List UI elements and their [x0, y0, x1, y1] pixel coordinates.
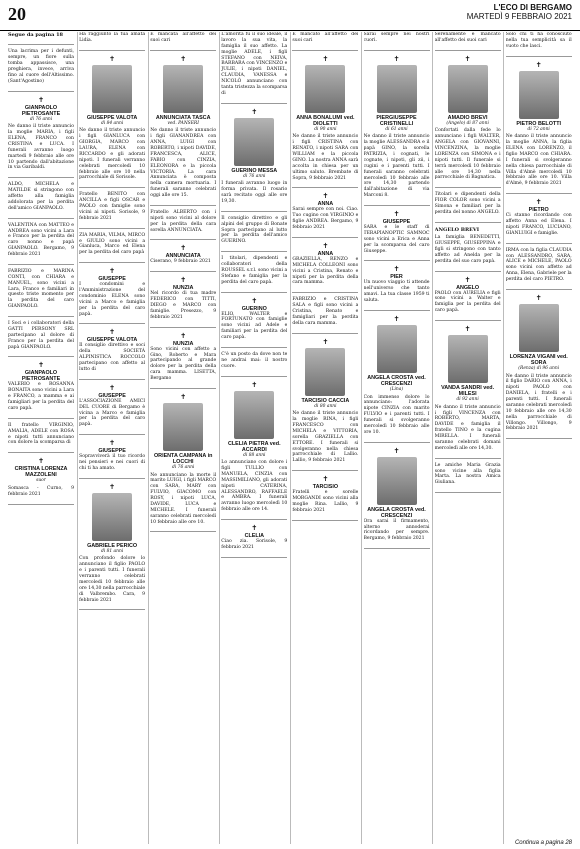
- cross-icon: ✝: [180, 54, 187, 63]
- notice-text: Ha raggiunto la tua amata Lidia.: [79, 32, 146, 43]
- notice-text: È mancato all'affetto dei suoi cari: [292, 32, 359, 43]
- deceased-subtitle: (Lina): [389, 386, 404, 392]
- notice-text: Ne danno il triste annuncio la moglie ANNA, la figlia ELENA con LORENZO, il figlio MARCO con CHIARA. I funerali si svolgeranno nella chiesa parrocchiale di Villa d'Almè mercoledì 10 febbraio alle ore 10. Villa d'Almè, 9 febbraio 2021: [505, 134, 572, 187]
- notice-text: Ne danno il triste annuncio la moglie RINA, i figli FRANCESCO con MICHELA e VITTORIA, sorella GRAZIELLA con ETTORE. I funerali si svolgeranno nella chiesa parrocchiale di Lallio. Lallio, 9 febbraio 2021: [292, 411, 359, 464]
- portrait-photo: [305, 65, 345, 113]
- column-divider: [432, 32, 433, 844]
- notice-text: Il consiglio direttivo e soci della SOCIETÀ ALPINISTICA ROCCOLO partecipano con affetto al lutto di: [79, 343, 146, 372]
- deceased-subtitle: di 80 anni: [314, 403, 337, 409]
- obituary-notice: [435, 276, 501, 322]
- cross-icon: ✝: [180, 331, 187, 340]
- notice-text: Ci stanno ricordando con affetto Anna ed Elena. I nipoti FRANCO, LUCIANO, GIANLUIGI e famiglie.: [505, 213, 572, 236]
- portrait-photo: [234, 118, 274, 166]
- notice-text: Ne annunciano la morte il marito LUIGI, i figli MARCO con SARA, MARY con FULVIO, GIACOMO con ROSY, i nipoti LUCA, DAVIDE, LUCA e MICHELE. I funerali saranno celebrati mercoledì 10 febbraio alle ore 10.: [150, 472, 217, 525]
- deceased-name: GIUSEPPE: [98, 448, 126, 455]
- notice-text: C'è un posto da dove non te ne andrai mai: il nostro cuore.: [221, 351, 288, 369]
- deceased-name: CLELIA: [244, 533, 265, 539]
- portrait-photo: [163, 403, 203, 451]
- notice-text: IRMA con la figlia CLAUDIA con ALESSANDRO, SARA, ALICE e MICHELE, PAOLO sono vicini con affetto ad Anna, Elena, Gabriele per la perdita del caro PIETRO.: [505, 247, 572, 282]
- deceased-subtitle: di 92 anni: [456, 397, 479, 403]
- obituary-notice: [364, 210, 430, 261]
- newspaper-masthead: [467, 4, 572, 22]
- obituary-column: [221, 32, 287, 844]
- deceased-name: ANNUNCIATA TASCA: [155, 114, 211, 121]
- notice-text: Ciserano, 9 febbraio 2021: [150, 259, 211, 265]
- deceased-subtitle: di 72 anni: [527, 126, 550, 132]
- obituary-notice: [79, 32, 145, 51]
- cross-icon: ✝: [109, 328, 116, 337]
- deceased-name: ANNA: [317, 250, 334, 257]
- obituary-notice: [435, 325, 501, 459]
- obituary-notice: [221, 297, 287, 348]
- column-divider: [503, 32, 504, 844]
- cross-icon: ✝: [38, 457, 44, 466]
- deceased-subtitle: di 84 anni: [100, 120, 124, 126]
- cross-icon: ✝: [535, 293, 542, 302]
- obituary-notice: [150, 276, 216, 327]
- notice-text: FABRIZIO e CRISTINA SALA e figli sono vicini a Cristina, Renato e famigliari per la perdita della cara mamma.: [292, 297, 359, 326]
- deceased-subtitle: di 88 anni: [243, 452, 266, 458]
- cross-icon: ✝: [109, 439, 116, 448]
- cross-icon: ✝: [251, 107, 258, 116]
- deceased-name: PIETRO BELOTTI: [516, 120, 561, 127]
- obituary-notice: [221, 108, 287, 212]
- notice-text: GRAZIELLA, RENZO e MICHELA COLLEONI sono vicini a Cristina, Renato e nipoti per la perdita della cara mamma.: [292, 256, 359, 286]
- notice-text: ALDO, MICHELA e MATILDE si stringono con affetto alla famiglia addolorata per la perdita dell'amico GIANPAOLO.: [8, 182, 74, 211]
- obituary-column: [150, 32, 216, 844]
- column-divider: [361, 32, 362, 844]
- obituary-notice: [292, 55, 358, 189]
- deceased-subtitle: di 76 anni: [29, 116, 53, 122]
- issue-date: MARTEDÌ 9 FEBBRAIO 2021: [466, 11, 572, 21]
- obituary-notice: [79, 328, 145, 379]
- portrait-photo: [377, 325, 417, 373]
- notice-text: Ne danno il triste annuncio la moglie ALESSANDRA e il papà GINO, la sorella PATRIZIA, i cognati, le cognate, i nipoti, gli zii, i cugini e i parenti tutti. I funerali saranno celebrati mercoledì 10 febbraio alle ore 14,30 partendo dall'abitazione di via Marconi 8.: [363, 134, 430, 199]
- obituary-notice: [8, 423, 74, 454]
- portrait-photo: [92, 65, 132, 113]
- notice-text: Con immenso dolore lo annunciano: l'adorata nipote CINZIA con marito FULVIO e i parenti tutti. I funerali si svolgeranno mercoledì 10 febbraio alle ore 10.: [363, 394, 430, 435]
- notice-text: VALERIO e ROSANNA BONAITA sono vicini a Lara e FRANCO, a mamma e ai famigliari per la perdita del caro papà.: [8, 382, 74, 411]
- portrait-photo: [92, 493, 132, 541]
- obituary-notice: [150, 210, 216, 241]
- notice-text: Il consiglio direttivo e gli alpini del gruppo di Bonate Sopra partecipano al lutto per la perdita dell'amico GUERINO.: [221, 215, 288, 245]
- notice-text: ELIO, WALTER e FORTUNATO con famiglie sono vicini ad Adele e familiari per la perdita del caro papà.: [221, 311, 288, 340]
- obituary-notice: [221, 216, 287, 252]
- obituary-notice: [8, 457, 74, 504]
- cross-icon: ✝: [393, 54, 400, 63]
- deceased-subtitle: suor: [36, 478, 46, 484]
- cross-icon: ✝: [322, 337, 329, 346]
- deceased-name: TARCISIO: [312, 484, 339, 491]
- deceased-name: GIUSEPPE: [382, 219, 411, 225]
- notice-text: Ne danno il triste annuncio il figlio DARIO con ANNA, i nipoti PAOLO con DANIELA, i fratelli e i parenti tutti. I funerali saranno celebrati mercoledì 10 febbraio alle ore 14,30 nella parrocchiale di Villongo. Villongo, 9 febbraio 2021: [505, 373, 572, 432]
- continue-note: Continua a pagina 28: [514, 840, 572, 846]
- deceased-name: GUERINO MESSA: [231, 167, 278, 174]
- obituary-notice: [221, 381, 287, 521]
- notice-text: PAOLO con AURELIA e figli sono vicini a Walter e famiglia per la perdita del caro papà.: [434, 290, 501, 314]
- cross-icon: ✝: [393, 210, 400, 218]
- cross-icon: ✝: [322, 192, 329, 201]
- obituary-notice: [79, 55, 145, 189]
- cross-icon: ✝: [180, 276, 187, 285]
- notice-text: Ne danno il triste annuncio la moglie MARIA, i figli ELENA, FRANCO con CRISTINA e LUCA. I funerali avranno luogo martedì 9 febbraio alle ore 10 partendo dall'abitazione in via Garibaldi.: [8, 124, 74, 171]
- notice-text: Ciao zia. Sorisole, 9 febbraio 2021: [221, 539, 288, 550]
- obituary-notice: [506, 248, 572, 290]
- column-divider: [290, 32, 291, 844]
- cross-icon: ✝: [180, 244, 187, 253]
- obituary-notice: [292, 338, 358, 472]
- cross-icon: ✝: [251, 296, 258, 305]
- obituary-notice: [79, 192, 145, 228]
- cross-icon: ✝: [464, 54, 471, 63]
- deceased-subtitle: di 61 anni: [385, 126, 408, 132]
- deceased-subtitle: di 76 anni: [243, 173, 266, 179]
- obituary-notice: [150, 393, 216, 533]
- obituary-notice: [8, 182, 74, 218]
- obituary-notice: [435, 227, 501, 272]
- notice-text: Fratelli e sorelle MORGANDI sono vicini alla moglie Rina. Lallio, 9 febbraio 2021: [292, 490, 359, 513]
- notice-text: Somasca - Curno, 9 febbraio 2021: [8, 485, 74, 497]
- notice-text: SARA e le staff di TERAPIANOPTIC SAMNOC sono vicini a Erica e Anna per la scomparsa del caro Giuseppe.: [363, 225, 430, 254]
- deceased-name: TARCISIO CACCIA: [301, 397, 350, 404]
- deceased-name: GIUSEPPE VALOTA: [86, 337, 138, 344]
- notice-text: Serenamente è mancato all'affetto dei suoi cari: [434, 32, 501, 43]
- portrait-photo: [305, 348, 345, 396]
- cross-icon: ✝: [322, 475, 329, 484]
- obituary-notice: [292, 32, 358, 51]
- obituary-notice: [150, 55, 216, 206]
- obituary-notice: [364, 447, 430, 550]
- notice-text: Sarai sempre nei nostri cuori.: [363, 32, 430, 43]
- obituary-notice: [506, 198, 572, 244]
- deceased-subtitle: di 81 anni: [100, 548, 124, 554]
- obituary-notice: [221, 352, 287, 377]
- deceased-name: NUNZIA: [173, 285, 194, 292]
- deceased-name: PIERGIUSEPPE CRISTINELLI: [376, 114, 417, 127]
- deceased-name: GIANPAOLO PIETROSANTE: [21, 104, 61, 117]
- deceased-name: CRISTINA LORENZA MAZZOLENI: [14, 466, 68, 479]
- notice-text: Titolari e dipendenti della FIOR COLOR sono vicini a Simona e familiari per la perdita del nonno ANGELO.: [434, 192, 501, 215]
- obituary-notice: [8, 321, 74, 357]
- cross-icon: ✝: [251, 524, 258, 532]
- deceased-name: ANNA BONALUMI ved. DIOLETTI: [296, 114, 355, 127]
- notice-text: Sopravviverà il tuo ricordo nei pensieri e nei cuori di chi ti ha amato.: [79, 454, 146, 471]
- obituary-notice: [221, 524, 287, 558]
- deceased-name: NUNZIA: [173, 340, 194, 347]
- cross-icon: ✝: [109, 482, 116, 491]
- cross-icon: ✝: [464, 275, 471, 284]
- notice-text: Ne danno il triste annuncio i figli CRISTINA con RENATO, i nipoti SARA con WILLIAM e la piccola GINO. La nostra ANNA sarà accolta in chiesa per un ultimo saluto. Brembate di Sopra, 9 febbraio 2021: [292, 134, 359, 181]
- notice-text: Ne danno il triste annuncio i figli VINCENZA con ROBERTO, MARTA, DAVIDE e famiglia il fratello TINO e la cugina MIRELLA. I funerali saranno celebrati domani mercoledì alle ore 14,30.: [434, 404, 501, 451]
- deceased-name: GUERINO: [241, 305, 267, 312]
- notice-text: È mancata all'affetto dei suoi cari: [150, 32, 217, 43]
- portrait-photo: [519, 71, 559, 119]
- cross-icon: ✝: [322, 54, 329, 63]
- portrait-photo: [448, 335, 488, 383]
- deceased-name: ANGELA CROSTA ved. CRESCENZI: [367, 374, 426, 387]
- obituary-notice: [292, 192, 358, 238]
- portrait-photo: [163, 65, 203, 113]
- obituary-notice: [292, 297, 358, 333]
- notice-text: I funerali avranno luogo in forma privata. Il rosario sarà recitato oggi alle ore 19,30.: [221, 181, 288, 204]
- cross-icon: ✝: [38, 361, 44, 370]
- portrait-photo: [377, 65, 417, 113]
- obituary-column: [292, 32, 358, 844]
- page-number: 20: [8, 4, 26, 24]
- notice-text: Ora sarai il firmamento, alterno annoderai ricordando per sempre. Bergamo, 9 febbraio 2021: [363, 518, 430, 542]
- deceased-name: CLELIA PIETRA ved. ACCARDI: [227, 440, 281, 453]
- column-divider: [148, 32, 149, 844]
- deceased-name: ANNUNCIATA: [165, 253, 201, 260]
- obituary-column: [8, 32, 74, 844]
- cross-icon: ✝: [393, 314, 400, 323]
- notice-text: Lo annunciano con dolore i figli TULLIO con MANUELA, CINZIA con MASSIMILIANO, gli adorati nipoti CATERINA, ALESSANDRO, RAFFAELE e AMBRA. I funerali avranno luogo mercoledì 10 febbraio alle ore 14.: [221, 460, 288, 513]
- deceased-name: VANDA SANDRI ved. MILESI: [441, 385, 495, 398]
- obituary-notice: [435, 55, 501, 189]
- notice-text: Un nuovo viaggio ti attende nell'universo che tanto amavi. La tua classe 1959 ti saluta.: [363, 280, 430, 303]
- deceased-name: AMADIO BREVI: [447, 114, 488, 121]
- notice-text: Le amiche Maria Grazia sono vicine alla figlia Marta. La nostra Amica Giuliana.: [434, 462, 501, 486]
- cross-icon: ✝: [393, 265, 400, 274]
- notice-text: La famiglia BENEDETTI, GIUSEPPE, GIUSEPPINA e figli si stringono con tanto affetto ad Anelda per la perdita del suo caro papà.: [434, 235, 501, 264]
- deceased-subtitle: di 76 anni: [172, 464, 195, 470]
- notice-text: I titolari, dipendenti e collaboratori della ROUSSEL s.r.l. sono vicini a Stefano e famiglia per la perdita del caro papà.: [221, 256, 288, 285]
- cross-icon: ✝: [251, 380, 258, 389]
- column-divider: [77, 32, 78, 844]
- notice-text: Ne danno il triste annuncio i figli GIANANDREA con ANNA, LUIGI con ROBERTO, i nipoti DAVIDE, FRANCESCA, ALICE, FABIO con CINZIA, ELEONORA e la piccola VICTORIA. La cara Annunciata è composta nella camera mortuaria. I funerali saranno celebrati oggi alle ore 15.: [150, 128, 217, 198]
- obituary-notice: [364, 265, 430, 311]
- cross-icon: ✝: [393, 446, 400, 455]
- deceased-subtitle: di 90 anni: [314, 126, 337, 132]
- obituary-notice: [221, 256, 287, 292]
- obituary-column: [79, 32, 145, 844]
- obituary-notice: [364, 55, 430, 206]
- cross-icon: ✝: [535, 60, 542, 69]
- obituary-notice: [435, 463, 501, 494]
- obituary-column: [506, 32, 572, 844]
- notice-text: Fratello BENITO con ANCILLA e figli OSCAR e PAOLO con famiglie sono vicini ai nipoti. Sorisole, 9 febbraio 2021: [79, 192, 146, 221]
- obituary-notice: [8, 223, 74, 265]
- deceased-name: ORIENTA CAMPANA in LOCCHI: [153, 452, 213, 465]
- deceased-name: LORENZA VIGANI ved. SORA: [509, 353, 568, 366]
- cross-icon: ✝: [109, 54, 116, 63]
- obituary-notice: [79, 483, 145, 611]
- notice-text: Una lacrima per i defunti, sempre, un fiore sulla tomba appassisce, una preghiera, invece, arriva fino al cuore dell'Altissimo. (Sant'Agostino): [8, 49, 74, 84]
- deceased-name: ANNA: [317, 201, 334, 208]
- notice-text: Confortati dalla fede lo annunciano i figli WALTER, ANGELA con GIOVANNI, VINCENZINA, la moglie LORENZA con SIMONA e i nipoti tutti. Il funerale si terrà mercoledì 10 febbraio alle ore 14,30 nella parrocchiale di Bagnatica.: [434, 128, 501, 181]
- obituary-notice: [221, 32, 287, 104]
- notice-text: ZIA MARIA, VILMA, MIRCO e GIULIO sono vicini a Gianluca, Marco ed Elena per la perdita del caro papà: [79, 232, 146, 256]
- deceased-subtitle: ved. PANSERI: [167, 120, 199, 126]
- obituary-notice: [364, 32, 430, 51]
- obituary-columns: [8, 32, 572, 844]
- notice-text: I Soci e i collaboratori della GATTI PERSONY SRL partecipano al dolore di Franco per la perdita del papà GIANPAOLO.: [8, 321, 74, 350]
- obituary-notice: [435, 32, 501, 51]
- cross-icon: ✝: [180, 392, 187, 401]
- obituary-notice: [506, 61, 572, 195]
- deceased-name: PIETRO: [528, 207, 549, 214]
- deceased-subtitle: (Angelo) di 87 anni: [446, 120, 489, 126]
- notice-text: VALENTINA con MATTEO e ANDREA sono vicini a Lara e Franco per la perdita del caro nonno e papà GIANPAOLO. Bergamo, 9 febbraio 2021: [8, 222, 74, 258]
- obituary-column: [364, 32, 430, 844]
- obituary-notice: [506, 294, 572, 439]
- notice-text: Il fratello VIRGINIO, AMALIA, ADELE con ROSA e nipoti tutti annunciano con dolore la scomparsa di: [8, 422, 74, 446]
- obituary-notice: [364, 315, 430, 443]
- obituary-notice: [8, 269, 74, 317]
- obituary-notice: [150, 32, 216, 51]
- obituary-notice: [150, 332, 216, 389]
- portrait-photo: [377, 457, 417, 505]
- notice-text: Nel ricordo di tua madre FEDERICO con TITTI, DIEGO e MARCO con famiglie. Presezzo, 9 febbraio 2021: [150, 291, 217, 320]
- obituary-notice: [435, 192, 501, 223]
- deceased-name: GIUSEPPE: [98, 392, 126, 399]
- cross-icon: ✝: [38, 95, 44, 104]
- deceased-name: GIUSEPPE: [98, 276, 126, 283]
- obituary-notice: [8, 96, 74, 179]
- cross-icon: ✝: [322, 241, 329, 250]
- column-divider: [219, 32, 220, 844]
- newspaper-name: L'ECO DI BERGAMO: [493, 3, 572, 12]
- portrait-photo: [519, 304, 559, 352]
- deceased-name: ANGELA CROSTA ved. CRESCENZI: [367, 506, 426, 519]
- obituary-notice: [292, 475, 358, 521]
- notice-text: I condomini e l'Amministrazione del condominio ELENA sono vicini a Marco e famiglia per la perdita del caro papà.: [79, 282, 146, 317]
- portrait-photo: [448, 65, 488, 113]
- obituary-column: [435, 32, 501, 844]
- obituary-notice: [150, 244, 216, 272]
- cross-icon: ✝: [464, 325, 471, 334]
- notice-text: L'amorità fu il suo ideale, il lavoro la sua vita, la famiglia il suo affetto. La moglie ADELE, i figli STEFANO con NEIVA, BARBARA con VINCENZO e JULIE, i nipoti DANIEL, CLAUDIA, VANESSA e NICOLÒ annunciano con tanta tristezza la scomparsa di: [221, 32, 288, 96]
- notice-text: Solo chi ti ha conosciuto nella tua semplicità sa il vuoto che lasci.: [505, 32, 572, 49]
- notice-text: Fratello ALBERTO con i nipoti sono vicini al dolore per la perdita della cara sorella ANNUNCIATA.: [150, 209, 217, 233]
- notice-text: Ne danno il triste annuncio i figli GIANLUCA con GIORGIA, MARCO con LAURA, ELENA con RICCARDO e gli adorati nipoti. I funerali verranno celebrati mercoledì 10 febbraio alle ore 10 nella parrocchiale di Sorisole.: [79, 128, 146, 181]
- obituary-notice: [506, 32, 572, 57]
- notice-text: FABRIZIO e MARINA CONTI, con CHIARA e MANUEL, sono vicini a Lara, Franco e familiari in questo triste momento per la perdita del caro GIANPAOLO.: [8, 268, 74, 310]
- obituary-notice: [292, 242, 358, 293]
- obituary-notice: [8, 32, 74, 45]
- deceased-name: GIUSEPPE VALOTA: [86, 114, 138, 121]
- notice-heading: Segue da pagina 18: [8, 32, 64, 38]
- obituary-notice: [79, 267, 145, 324]
- page-header: [0, 0, 580, 31]
- deceased-name: ANGELO: [456, 284, 480, 291]
- deceased-name: GABRIELE PERICO: [87, 542, 138, 549]
- deceased-subtitle: (Renza) di 96 anni: [518, 365, 560, 371]
- obituary-notice: [8, 361, 74, 418]
- obituary-notice: [79, 439, 145, 479]
- notice-text: Con profondo dolore lo annunciano il figlio PAOLO e i parenti tutti. I funerali verranno celebrati mercoledì 10 febbraio alle ore 14,30 nella parrocchiale di Valbrembo. Cara, 9 febbraio 2021: [79, 556, 146, 603]
- obituary-notice: [79, 233, 145, 264]
- deceased-name: GIANPAOLO PIETROSANTE: [21, 370, 61, 383]
- portrait-photo: [234, 391, 274, 439]
- notice-heading: ANGELO BREVI: [434, 226, 480, 233]
- obituary-notice: [8, 49, 74, 91]
- deceased-name: PIER: [390, 274, 403, 281]
- notice-text: Sarai sempre con noi. Ciao. Tuo cugino con VIRGINIO e figlie ANDREA. Bergamo, 9 febbraio 2021: [292, 207, 359, 230]
- cross-icon: ✝: [109, 267, 116, 276]
- notice-text: Sono vicini con affetto a Gino, Roberto e Mara partecipando al grande dolore per la perdita della cara mamma. LISETTA, Bergamo: [150, 346, 217, 381]
- obituary-notice: [79, 384, 145, 435]
- cross-icon: ✝: [535, 198, 542, 207]
- notice-text: L'ASSOCIAZIONE AMICI DEL CUORE di Bergamo è vicina a Marco e famiglia per la perdita del caro papà.: [79, 398, 146, 428]
- cross-icon: ✝: [109, 383, 116, 392]
